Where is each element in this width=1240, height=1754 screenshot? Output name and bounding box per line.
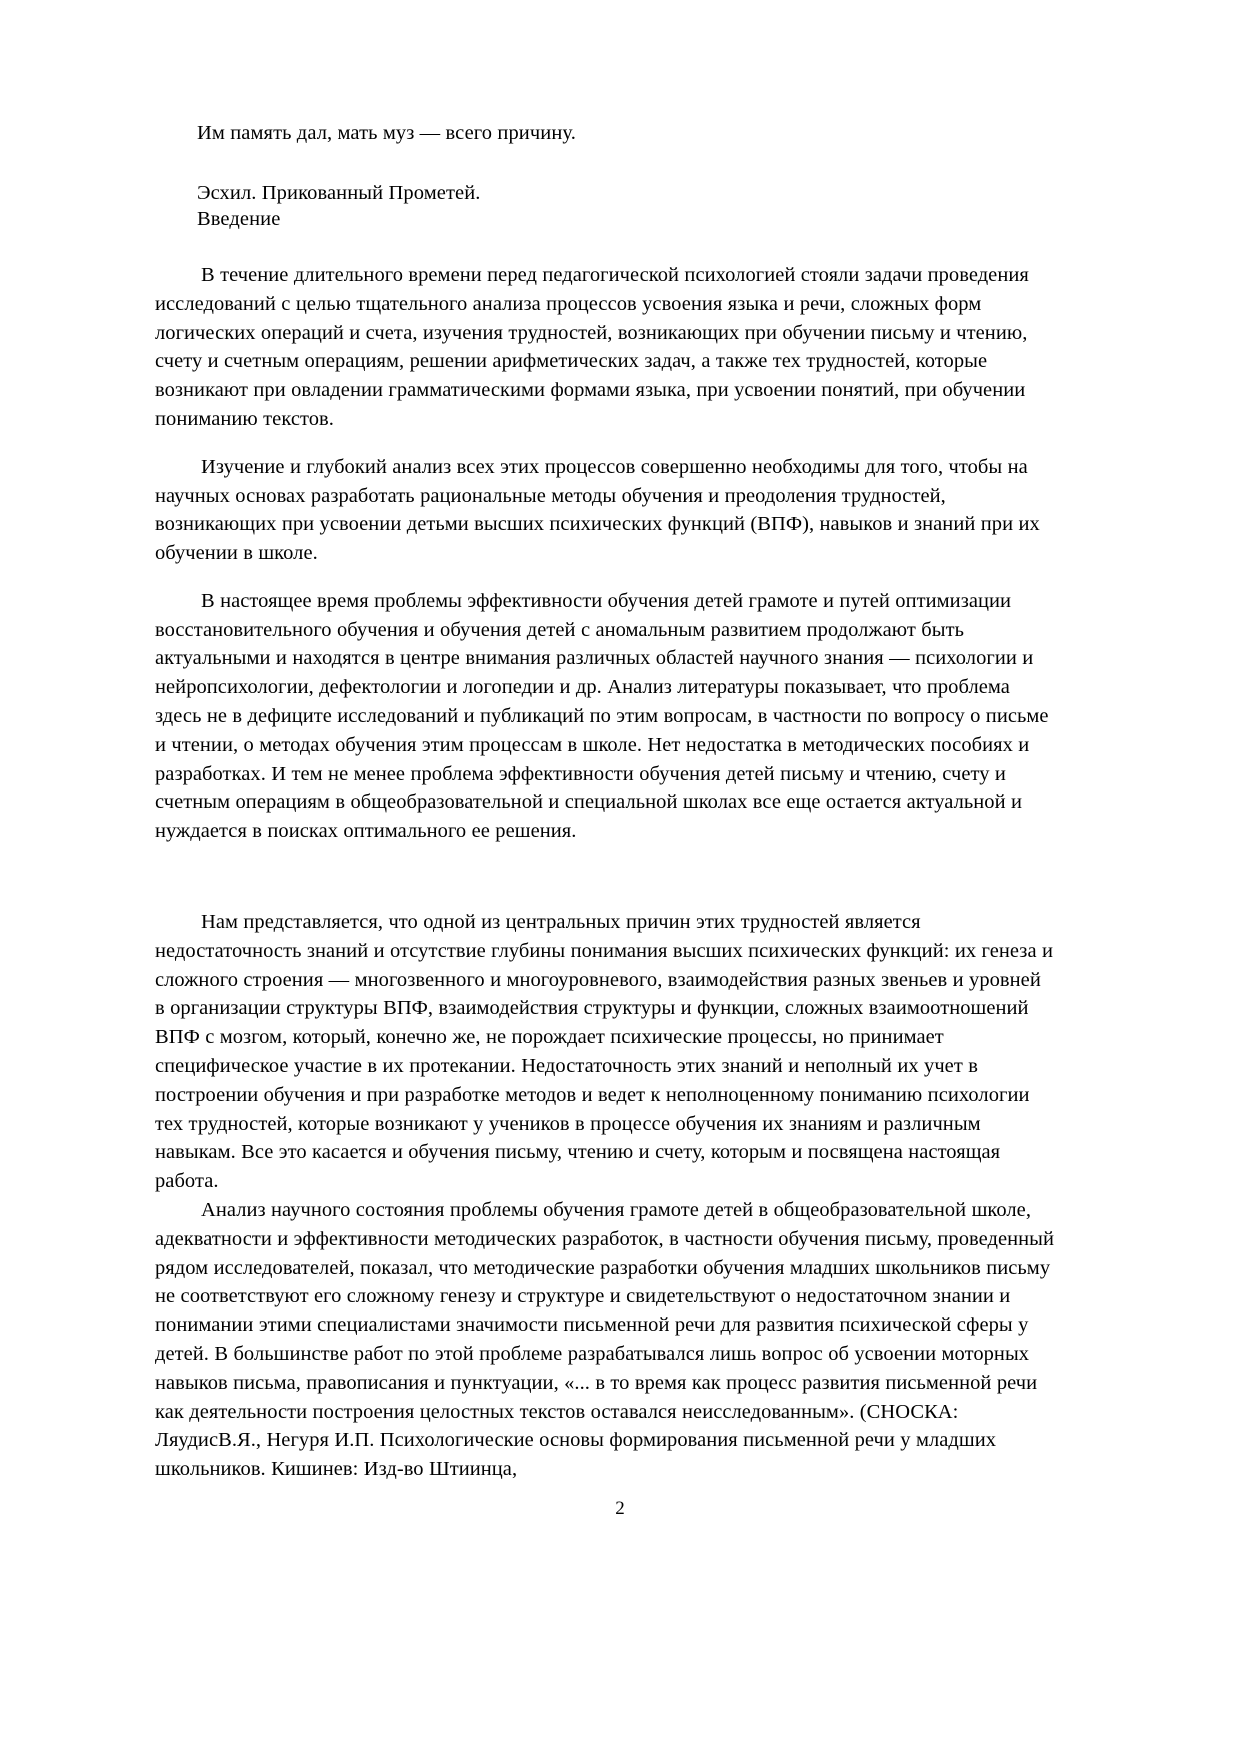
spacer [155, 434, 1055, 453]
epigraph-attribution: Эсхил. Прикованный Прометей. [197, 181, 481, 204]
body-paragraph: Изучение и глубокий анализ всех этих процессов совершенно необходимы для того, чтобы на научных основах разработать рациональные методы обучения и преодоления трудностей, возникающих при усвоении детьми высших психических функций (ВПФ), навыков и знаний при их обучении в школе. [155, 455, 1040, 565]
body-paragraph: Анализ научного состояния проблемы обучения грамоте детей в общеобразовательной школе, адекватности и эффективности методических разработок, в частности обучения письму, проведенный рядом исследователей, показал, что методические разработки обучения младших школьников письму не соответствуют его сложному генезу и структуре и свидетельствуют о недостаточном знании и понимании этими специалистами значимости письменной речи для развития психической сферы у детей. В большинстве работ по этой проблеме разрабатывался лишь вопрос об усвоении моторных навыков письма, правописания и пунктуации, «... в то время как процесс развития письменной речи как деятельности построения целостных текстов оставался неисследованным». (СНОСКА: ЛяудисВ.Я., Негуря И.П. Психологические основы формирования письменной речи у младших школьников. Кишинев: Изд-во Штиинца, [155, 1199, 1054, 1481]
spacer [155, 846, 1055, 908]
body-paragraph: В настоящее время проблемы эффективности обучения детей грамоте и путей оптимизации восстановительного обучения и обучения детей с аномальным развитием продолжают быть актуальными и находятся в центре внимания различных областей научного знания — психологии и нейропсихологии, дефектологии и логопедии и др. Анализ литературы показывает, что проблема здесь не в дефиците исследований и публикаций по этим вопросам, в частности по вопросу о письме и чтении, о методах обучения этим процессам в школе. Нет недостатка в методических пособиях и разработках. И тем не менее проблема эффективности обучения детей письму и чтению, счету и счетным операциям в общеобразовательной и специальной школах все еще остается актуальной и нуждается в поисках оптимального ее решения. [155, 589, 1049, 843]
body-paragraph: В течение длительного времени перед педагогической психологией стояли задачи проведения исследований с целью тщательного анализа процессов усвоения языка и речи, сложных форм логических операций и счета, изучения трудностей, возникающих при обучении письму и чтению, счету и счетным операциям, решении арифметических задач, а также тех трудностей, которые возникают при овладении грамматическими формами языка, при усвоении понятий, при обучении пониманию текстов. [155, 263, 1029, 430]
page-content [155, 120, 1055, 1484]
body-paragraph: Нам представляется, что одной из центральных причин этих трудностей является недостаточность знаний и отсутствие глубины понимания высших психических функций: их генеза и сложного строения — многозвенного и многоуровневого, взаимодействия разных звеньев и уровней в организации структуры ВПФ, взаимодействия структуры и функции, сложных взаимоотношений ВПФ с мозгом, который, конечно же, не порождает психические процессы, но принимает специфическое участие в их протекании. Недостаточность этих знаний и неполный их учет в построении обучения и при разработке методов и ведет к неполноценному пониманию психологии тех трудностей, которые возникают у учеников в процессе обучения их знаниям и различным навыкам. Все это касается и обучения письму, чтению и счету, которым и посвящена настоящая работа. [155, 911, 1053, 1193]
spacer [155, 568, 1055, 587]
spacer [155, 233, 1055, 261]
epigraph-quote: Им память дал, мать муз — всего причину. [197, 122, 576, 144]
page-number: 2 [615, 1498, 625, 1519]
page-title: Введение [197, 208, 281, 231]
spacer [155, 147, 1055, 180]
